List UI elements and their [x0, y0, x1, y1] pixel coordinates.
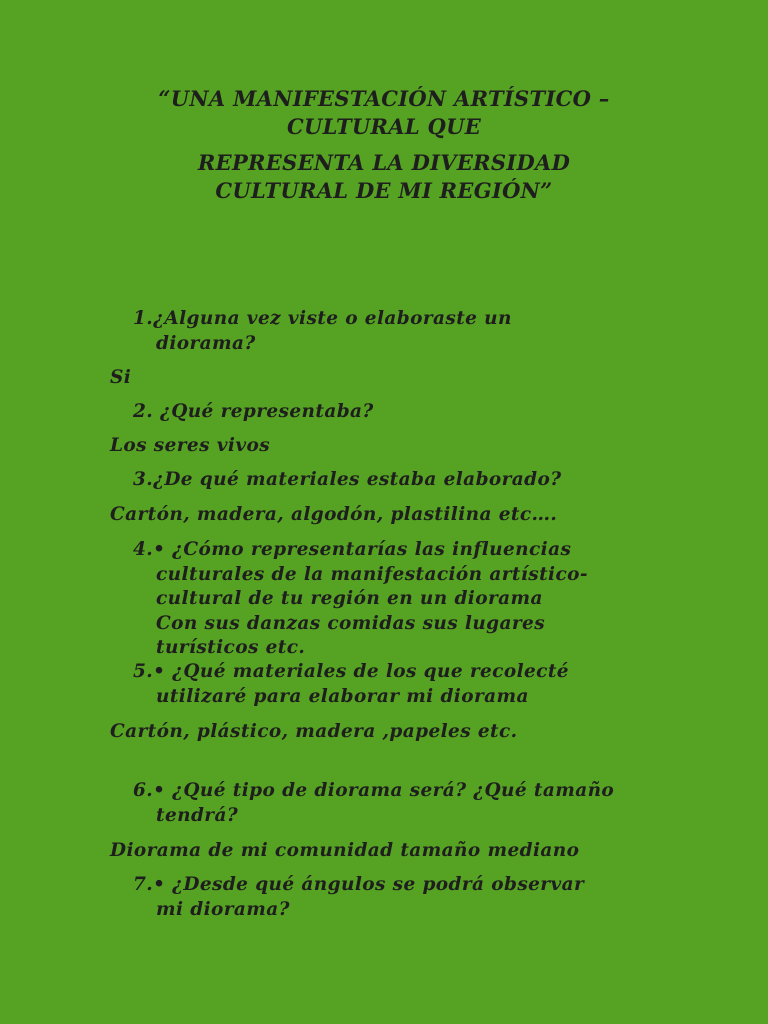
question-7-line-1: 7.• ¿Desde qué ángulos se podrá observar — [133, 874, 585, 895]
question-4-line-2: culturales de la manifestación artístico- — [156, 563, 588, 585]
answer-3: Cartón, madera, algodón, plastilina etc…. — [110, 504, 558, 525]
question-4-line-5: turísticos etc. — [156, 637, 306, 658]
question-2 — [133, 400, 374, 425]
question-6 — [133, 779, 614, 828]
title-line-3: REPRESENTA LA DIVERSIDAD — [197, 150, 571, 175]
question-2-line-1: 2. ¿Qué representaba? — [133, 401, 374, 422]
question-6-line-2: tendrá? — [156, 804, 239, 826]
question-5-line-2: utilizaré para elaborar mi diorama — [156, 685, 529, 707]
question-6-line-1: 6.• ¿Qué tipo de diorama será? ¿Qué tamaño — [133, 780, 615, 801]
question-5 — [133, 660, 569, 709]
question-3-line-1: 3.¿De qué materiales estaba elaborado? — [133, 469, 562, 490]
answer-5: Cartón, plástico, madera ,papeles etc. — [110, 721, 518, 742]
answer-6: Diorama de mi comunidad tamaño mediano — [110, 840, 580, 861]
question-7 — [133, 873, 584, 922]
title-block-bottom — [0, 149, 768, 205]
title-block-top — [0, 85, 768, 141]
question-5-line-1: 5.• ¿Qué materiales de los que recolecté — [133, 661, 569, 682]
question-7-line-2: mi diorama? — [156, 898, 290, 920]
question-1-line-1: 1.¿Alguna vez viste o elaboraste un — [133, 308, 512, 329]
question-1-line-2: diorama? — [156, 332, 256, 354]
question-4-line-1: 4.• ¿Cómo representarías las influencias — [133, 539, 572, 560]
title-line-1: “UNA MANIFESTACIÓN ARTÍSTICO – — [158, 86, 610, 111]
question-4-line-3: cultural de tu región en un diorama — [156, 588, 543, 609]
question-4-line-4: Con sus danzas comidas sus lugares — [156, 612, 546, 634]
question-4 — [133, 538, 588, 661]
question-1 — [133, 307, 512, 356]
title-line-4: CULTURAL DE MI REGIÓN” — [215, 178, 553, 203]
answer-1: Si — [110, 367, 132, 388]
title-line-2: CULTURAL QUE — [286, 114, 482, 139]
question-3 — [133, 468, 562, 493]
answer-2: Los seres vivos — [110, 435, 271, 456]
